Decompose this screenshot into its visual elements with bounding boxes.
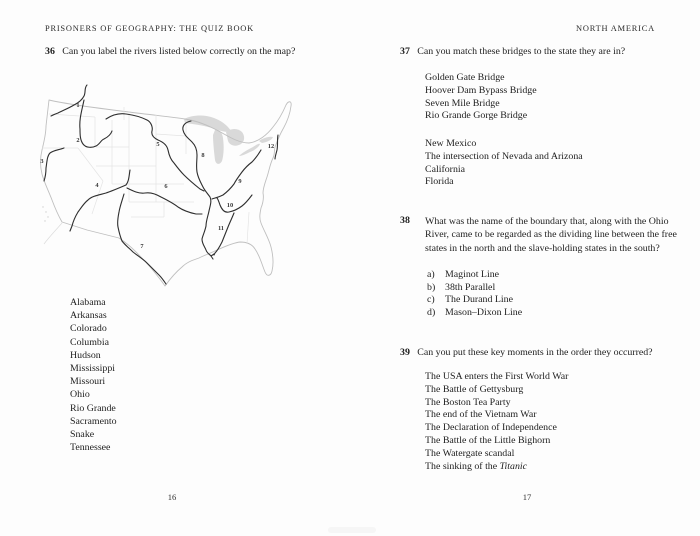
map-river-number-4: 4 — [95, 182, 99, 189]
option-a — [427, 269, 522, 282]
state-item: Florida — [425, 176, 454, 188]
state-item: New Mexico — [425, 138, 477, 149]
bridge-item: Rio Grande Gorge Bridge — [425, 110, 528, 122]
question-38 — [400, 215, 678, 255]
option-text: 38th Parallel — [445, 281, 496, 293]
map-river-number-2: 2 — [76, 137, 80, 144]
river-name: Ohio — [70, 389, 90, 401]
event-text-prefix: The sinking of the — [425, 460, 500, 472]
us-outline — [41, 100, 292, 286]
question-37 — [400, 46, 625, 57]
map-river-number-7: 7 — [140, 243, 144, 250]
river-name: Arkansas — [70, 310, 107, 322]
event-item-titanic — [425, 461, 568, 474]
event-item: The Declaration of Independence — [425, 422, 557, 434]
river-name: Tennessee — [70, 442, 111, 454]
event-item: The Boston Tea Party — [425, 396, 511, 408]
event-item: The Battle of Gettysburg — [425, 383, 524, 395]
map-river-number-1: 1 — [76, 102, 80, 109]
map-river-number-8: 8 — [201, 152, 205, 159]
river-7-path — [118, 194, 166, 284]
map-river-number-12: 12 — [267, 143, 275, 150]
river-6-path — [127, 188, 202, 214]
question-38-text: What was the name of the boundary that, along with the Ohio River, came to be regarded as the dividing line between the free states in the north and the slave-holding states in the south? — [425, 216, 677, 254]
river-8-path — [183, 121, 214, 259]
river-4-path — [70, 170, 130, 231]
river-name: Mississippi — [70, 363, 116, 375]
question-36-text: Can you label the rivers listed below correctly on the map? — [62, 46, 296, 57]
map-river-number-3: 3 — [40, 158, 44, 165]
river-name: Hudson — [70, 349, 101, 361]
question-36-number: 36 — [45, 46, 55, 57]
bridge-item: Seven Mile Bridge — [425, 97, 500, 109]
question-39-number: 39 — [400, 347, 410, 358]
option-letter: d) — [427, 306, 436, 318]
river-name: Snake — [70, 429, 95, 441]
baja-coast-hint — [42, 206, 62, 244]
river-10-path — [217, 195, 252, 212]
river-name: Rio Grande — [70, 402, 116, 414]
question-39 — [400, 347, 653, 358]
event-item: The end of the Vietnam War — [425, 409, 537, 421]
right-running-header: NORTH AMERICA — [576, 24, 655, 33]
state-item: The intersection of Nevada and Arizona — [425, 150, 583, 162]
river-name: Columbia — [70, 336, 109, 348]
map-river-number-9: 9 — [238, 178, 242, 185]
right-page-number: 17 — [522, 492, 532, 502]
river-name: Sacramento — [70, 415, 117, 427]
river-name: Missouri — [70, 376, 106, 388]
question-38-number: 38 — [400, 215, 410, 226]
option-c — [427, 294, 522, 307]
event-text-italic: Titanic — [499, 460, 528, 472]
option-letter: b) — [427, 281, 436, 293]
question-38-options — [427, 269, 522, 319]
state-item: California — [425, 163, 466, 175]
river-11-path — [214, 213, 234, 255]
page-gutter-shadow — [328, 527, 376, 533]
map-river-number-5: 5 — [156, 141, 160, 148]
option-letter: c) — [427, 294, 435, 306]
left-running-header: PRISONERS OF GEOGRAPHY: THE QUIZ BOOK — [45, 24, 254, 33]
key-moments-list — [425, 371, 568, 473]
river-name: Colorado — [70, 323, 107, 335]
option-text: The Durand Line — [445, 294, 514, 306]
us-rivers-map — [34, 84, 294, 292]
option-d — [427, 307, 522, 320]
bridge-list — [425, 72, 537, 123]
bridge-item: Hoover Dam Bypass Bridge — [425, 84, 537, 96]
map-river-number-10: 10 — [226, 202, 234, 209]
state-list — [425, 138, 583, 189]
event-item: The Battle of the Little Bighorn — [425, 434, 551, 446]
river-name: Alabama — [70, 297, 106, 308]
option-text: Mason–Dixon Line — [445, 306, 523, 318]
river-2-path — [80, 100, 112, 147]
river-name-list — [70, 296, 117, 454]
map-river-number-11: 11 — [217, 225, 225, 232]
river-3-path — [44, 148, 64, 181]
bridge-item: Golden Gate Bridge — [425, 72, 505, 83]
option-letter: a) — [427, 269, 435, 280]
question-36 — [45, 46, 295, 57]
question-37-text: Can you match these bridges to the state they are in? — [417, 46, 626, 57]
option-text: Maginot Line — [445, 269, 500, 280]
map-river-number-6: 6 — [164, 183, 168, 190]
left-page-number: 16 — [167, 492, 177, 502]
river-5-path — [106, 114, 204, 191]
event-item: The Watergate scandal — [425, 447, 515, 459]
question-39-text: Can you put these key moments in the order they occurred? — [417, 347, 653, 358]
event-item: The USA enters the First World War — [425, 371, 569, 382]
option-b — [427, 282, 522, 295]
question-37-number: 37 — [400, 46, 410, 57]
